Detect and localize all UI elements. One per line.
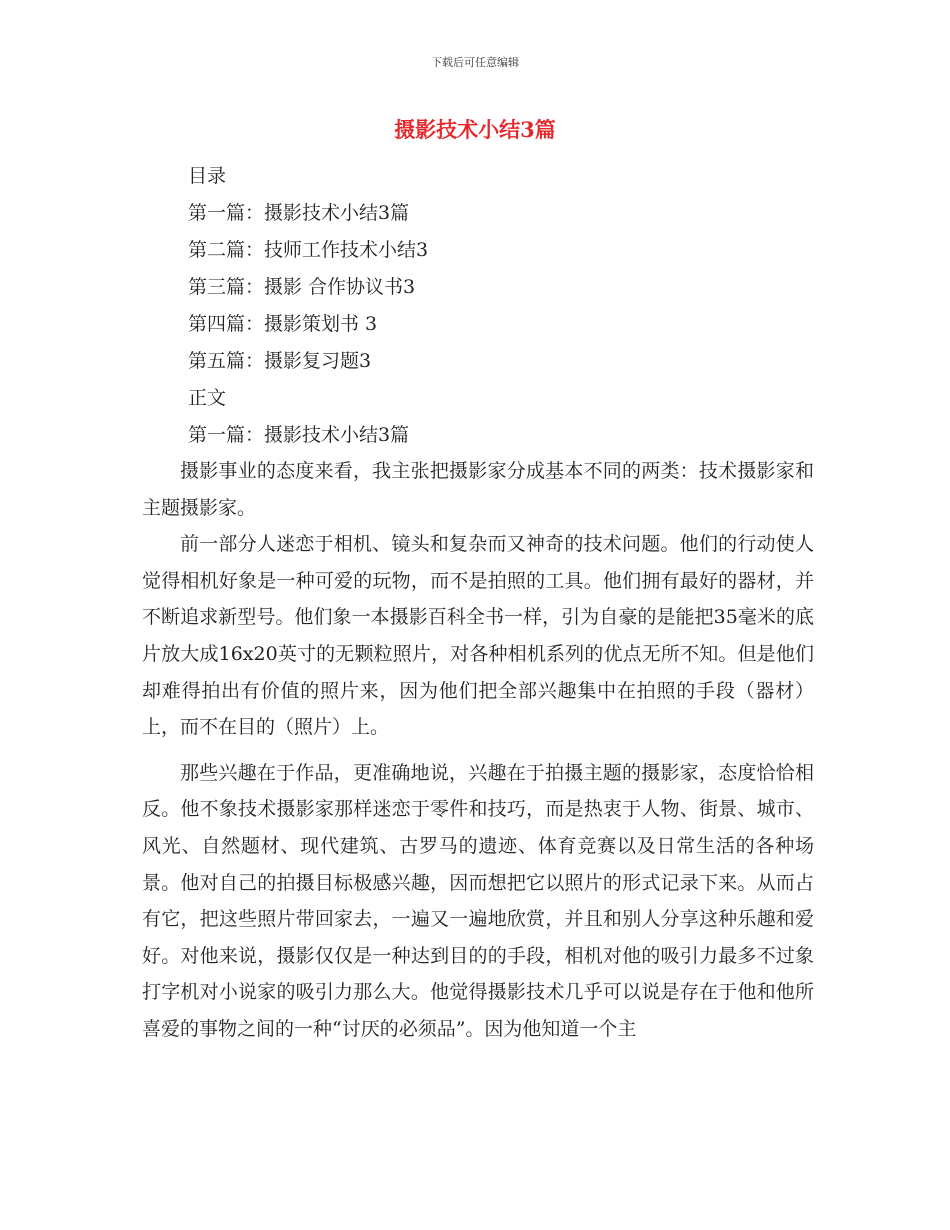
paragraph-1: 摄影事业的态度来看，我主张把摄影家分成基本不同的两类：技术摄影家和主题摄影家。: [142, 460, 814, 519]
toc-item-3: 第三篇：摄影 合作协议书3: [188, 276, 416, 298]
toc-heading: 目录: [188, 165, 227, 187]
document-body: [142, 453, 814, 1048]
page-header-note: 下载后可任意编辑: [431, 56, 519, 69]
toc-item-5: 第五篇：摄影复习题3: [188, 350, 372, 372]
paragraph-2: 前一部分人迷恋于相机、镜头和复杂而又神奇的技术问题。他们的行动使人觉得相机好象是一种可爱的玩物，而不是拍照的工具。他们拥有最好的器材，并不断追求新型号。他们象一本摄影百科全书一样，引为自豪的是能把35毫米的底片放大成16x20英寸的无颗粒照片，对各种相机系列的优点无所不知。但是他们却难得拍出有价值的照片来，因为他们把全部兴趣集中在拍照的手段（器材）上，而不在目的（照片）上。: [142, 533, 814, 739]
table-of-contents: [188, 158, 428, 454]
toc-item-2: 第二篇：技师工作技术小结3: [188, 239, 429, 261]
body-heading: 正文: [188, 387, 227, 409]
section-heading: 第一篇：摄影技术小结3篇: [188, 424, 410, 446]
toc-item-4: 第四篇：摄影策划书 3: [188, 313, 378, 335]
paragraph-3: 那些兴趣在于作品，更准确地说，兴趣在于拍摄主题的摄影家，态度恰恰相反。他不象技术摄影家那样迷恋于零件和技巧，而是热衷于人物、街景、城市、风光、自然题材、现代建筑、古罗马的遗迹、体育竞赛以及日常生活的各种场景。他对自己的拍摄目标极感兴趣，因而想把它以照片的形式记录下来。从而占有它，把这些照片带回家去，一遍又一遍地欣赏，并且和别人分享这种乐趣和爱好。对他来说，摄影仅仅是一种达到目的的手段，相机对他的吸引力最多不过象打字机对小说家的吸引力那么大。他觉得摄影技术几乎可以说是存在于他和他所喜爱的事物之间的一种“讨厌的必须品”。因为他知道一个主: [142, 761, 814, 1040]
document-title: 摄影技术小结3篇: [394, 117, 556, 142]
toc-item-1: 第一篇：摄影技术小结3篇: [188, 202, 410, 224]
